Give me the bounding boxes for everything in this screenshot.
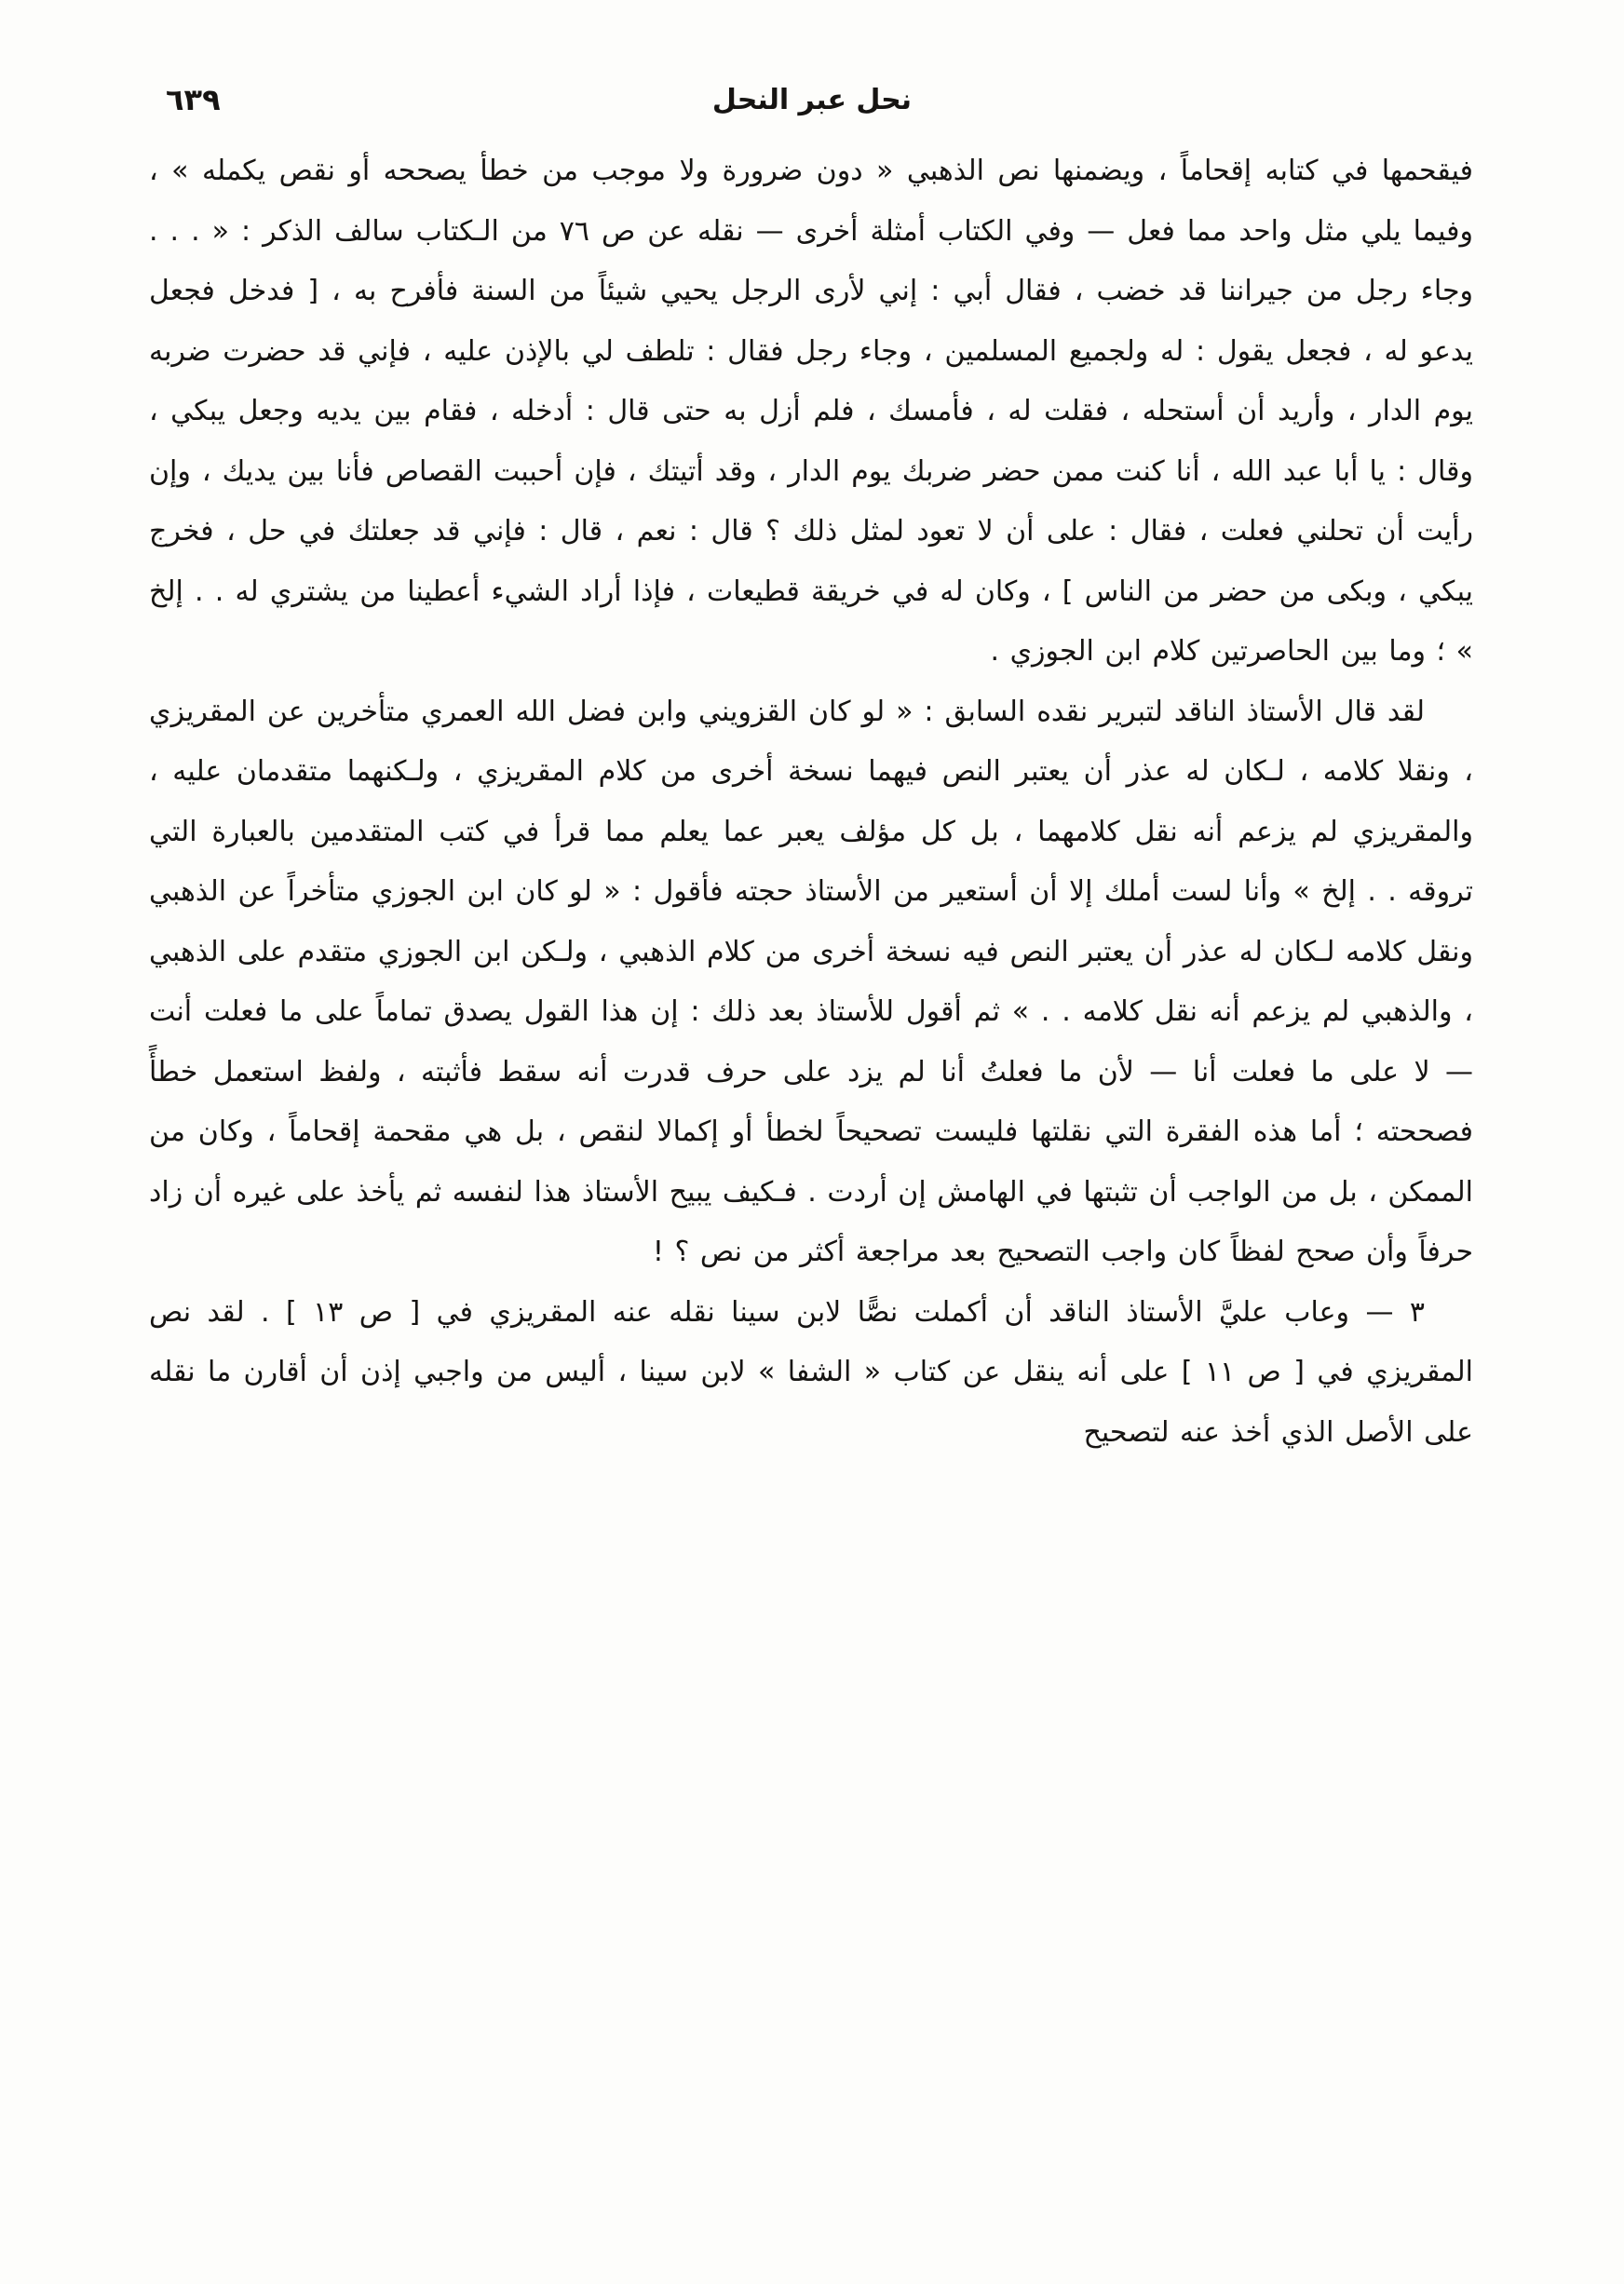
paragraph-point-three: ٣ — وعاب عليَّ الأستاذ الناقد أن أكملت نصًّا لابن سينا نقله عنه المقريزي في [ ص ١٣ ] . لقد نص المقريزي في [ ص ١١ ] على أنه ينقل عن كتاب « الشفا » لابن سينا ، أليس من واجبي إذن أن أقارن ما نقله على الأصل الذي أخذ عنه لتصحيح bbox=[149, 1295, 1473, 1449]
page-header bbox=[0, 82, 1624, 127]
paragraph-continuation: فيقحمها في كتابه إقحاماً ، ويضمنها نص الذهبي « دون ضرورة ولا موجب من خطأ يصححه أو نقص يكمله » ، وفيما يلي مثل واحد مما فعل — وفي الكتاب أمثلة أخرى — نقله عن ص ٧٦ من الـكتاب سالف الذكر : « . . . وجاء رجل من جيراننا قد خضب ، فقال أبي : إني لأرى الرجل يحيي شيئاً من السنة فأفرح به ، [ فدخل فجعل يدعو له ، فجعل يقول : له ولجميع المسلمين ، وجاء رجل فقال : تلطف لي بالإذن عليه ، فإني قد حضرت ضربه يوم الدار ، وأريد أن أستحله ، فقلت له ، فأمسك ، فلم أزل به حتى قال : أدخله ، فقام بين يديه وجعل يبكي ، وقال : يا أبا عبد الله ، أنا كنت ممن حضر ضربك يوم الدار ، وقد أتيتك ، فإن أحببت القصاص فأنا بين يديك ، وإن رأيت أن تحلني فعلت ، فقال : على أن لا تعود لمثل ذلك ؟ قال : نعم ، قال : فإني قد جعلتك في حل ، فخرج يبكي ، وبكى من حضر من الناس ] ، وكان له في خريقة قطيعات ، فإذا أراد الشيء أعطينا من يشتري له . . إلخ » ؛ وما بين الحاصرتين كلام ابن الجوزي . bbox=[149, 155, 1473, 668]
paragraph-critic-quote: لقد قال الأستاذ الناقد لتبرير نقده السابق : « لو كان القزويني وابن فضل الله العمري متأخرين عن المقريزي ، ونقلا كلامه ، لـكان له عذر أن يعتبر النص فيهما نسخة أخرى من كلام المقريزي ، ولـكنهما متقدمان عليه ، والمقريزي لم يزعم أنه نقل كلامهما ، بل كل مؤلف يعبر عما يعلم مما قرأ في كتب المتقدمين بالعبارة التي تروقه . . إلخ » وأنا لست أملك إلا أن أستعير من الأستاذ حجته فأقول : « لو كان ابن الجوزي متأخراً عن الذهبي ونقل كلامه لـكان له عذر أن يعتبر النص فيه نسخة أخرى من كلام الذهبي ، ولـكن ابن الجوزي متقدم على الذهبي ، والذهبي لم يزعم أنه نقل كلامه . . » ثم أقول للأستاذ بعد ذلك : إن هذا القول يصدق تماماً على ما فعلت أنت — لا على ما فعلت أنا — لأن ما فعلتُ أنا لم يزد على حرف قدرت أنه سقط فأثبته ، ولفظ استعمل خطأً فصححته ؛ أما هذه الفقرة التي نقلتها فليست تصحيحاً لخطأ أو إكمالا لنقص ، بل هي مقحمة إقحاماً ، وكان من الممكن ، بل من الواجب أن تثبتها في الهامش إن أردت . فـكيف يبيح الأستاذ هذا لنفسه ثم يأخذ على غيره أن زاد حرفاً وأن صحح لفظاً كان واجب التصحيح بعد مراجعة أكثر من نص ؟ ! bbox=[149, 695, 1473, 1268]
page-number: ٦٣٩ bbox=[166, 82, 221, 117]
running-head-title: نحل عبر النحل bbox=[711, 84, 913, 116]
body-text-block bbox=[149, 142, 1473, 1463]
